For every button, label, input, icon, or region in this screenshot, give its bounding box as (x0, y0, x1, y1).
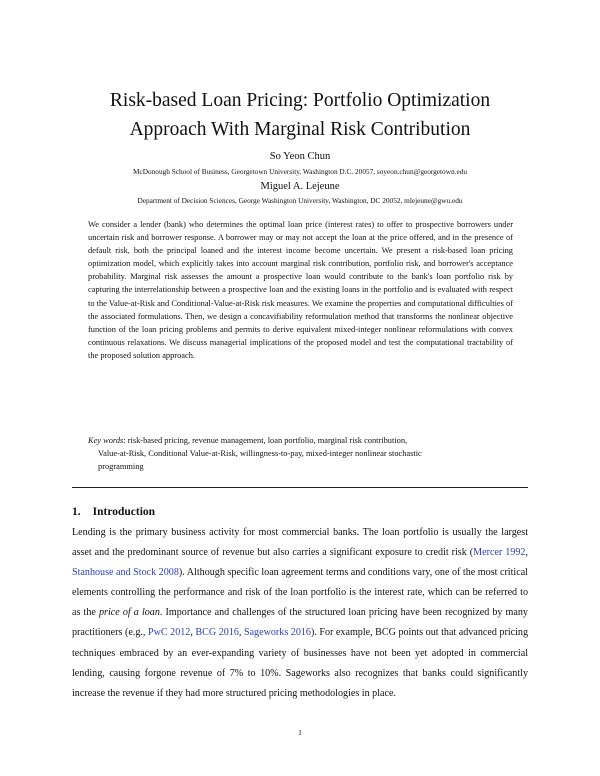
abstract-divider (72, 487, 528, 488)
citation-pwc[interactable]: PwC 2012 (147, 627, 191, 639)
text-run: Lending is the primary business activity for most commercial banks. The loan portfolio is usually the largest asset and the predominant source of revenue but also carries a significant exposure to credit risk ( (72, 527, 528, 559)
author-2: Miguel A. Lejeune (260, 181, 340, 192)
text-run: ). For example, BCG points out that advanced pricing techniques embraced by an ever-expanding variety of businesses have not been yet adopted in commercial lending, causing forgone revenue of 7% to 10%. Sageworks also recognizes that banks could significantly increase the revenue if they had more structured pricing methodologies in place. (72, 627, 528, 699)
section-number: 1. (72, 506, 81, 518)
text-run: , (525, 547, 528, 559)
paper-title (40, 86, 560, 144)
citation-mercer[interactable]: Mercer 1992 (473, 547, 526, 559)
title-line-1: Risk-based Loan Pricing: Portfolio Optimization (109, 90, 491, 111)
emphasis-price-of-a-loan: price of a loan (98, 607, 160, 619)
citation-stanhouse[interactable]: Stanhouse and Stock 2008 (72, 567, 179, 579)
title-line-2: Approach With Marginal Risk Contribution (129, 119, 471, 140)
keywords-label: Key words (88, 436, 124, 445)
author-1: So Yeon Chun (269, 151, 331, 162)
intro-paragraph (72, 523, 528, 704)
keywords-line-2: Value-at-Risk, Conditional Value-at-Risk, willingness-to-pay, mixed-integer nonlinear stochastic (98, 449, 422, 459)
citation-sageworks[interactable]: Sageworks 2016 (243, 627, 311, 639)
abstract: We consider a lender (bank) who determines the optimal loan price (interest rates) to offer to prospective borrowers under uncertain risk and borrower response. A borrower may or may not accept the loan at the price offered, and in the presence of default risk, both the principal loaned and the interest income become uncertain. We present a risk-based loan pricing optimization model, which explicitly takes into account marginal risk contribution, portfolio risk, and borrower's acceptance probability. Marginal risk assesses the amount a prospective loan would contribute to the bank's loan portfolio risk by capturing the interrelationship between a prospective loan and the existing loans in the portfolio and is evaluated with respect to the Value-at-Risk and Conditional-Value-at-Risk risk measures. We examine the properties and computational difficulties of the associated formulations. Then, we design a concavifiability reformulation method that transforms the nonlinear objective function of the loan pricing problems and permits to derive equivalent mixed-integer nonlinear reformulations with convex continuous relaxations. We discuss managerial implications of the proposed model and test the computational tractability of the proposed solution approach. (88, 220, 513, 360)
text-run: , (238, 627, 244, 639)
keywords: Key words: risk-based pricing, revenue management, loan portfolio, marginal risk contribution, Value-at-Risk, Conditional Value-at-Risk, willingness-to-pay, mixed-integer nonlinear stochastic programming (88, 434, 513, 473)
affiliation-2: Department of Decision Sciences, George Washington University, Washington, DC 20052, mlejeune@gwu.edu (137, 196, 463, 205)
keywords-line-3: programming (98, 462, 144, 472)
citation-bcg[interactable]: BCG 2016 (195, 627, 239, 639)
section-heading (72, 506, 155, 518)
affiliation-1: McDonough School of Business, Georgetown University, Washington D.C. 20057, soyeon.chun@georgetown.edu (133, 167, 467, 176)
keywords-line-1: risk-based pricing, revenue management, loan portfolio, marginal risk contribution, (127, 436, 408, 445)
text-run: ). Although specific loan agreement terms and conditions vary, one of the most critical elements controlling the performance and risk of the loan portfolio is the interest rate, which can be referred to as the (72, 567, 528, 619)
page-number: 1 (298, 728, 302, 737)
text-run: . Importance and challenges of the structured loan pricing have been recognized by many practitioners (e.g., (72, 607, 528, 639)
section-title: Introduction (92, 506, 156, 518)
text-run: , (190, 627, 196, 639)
